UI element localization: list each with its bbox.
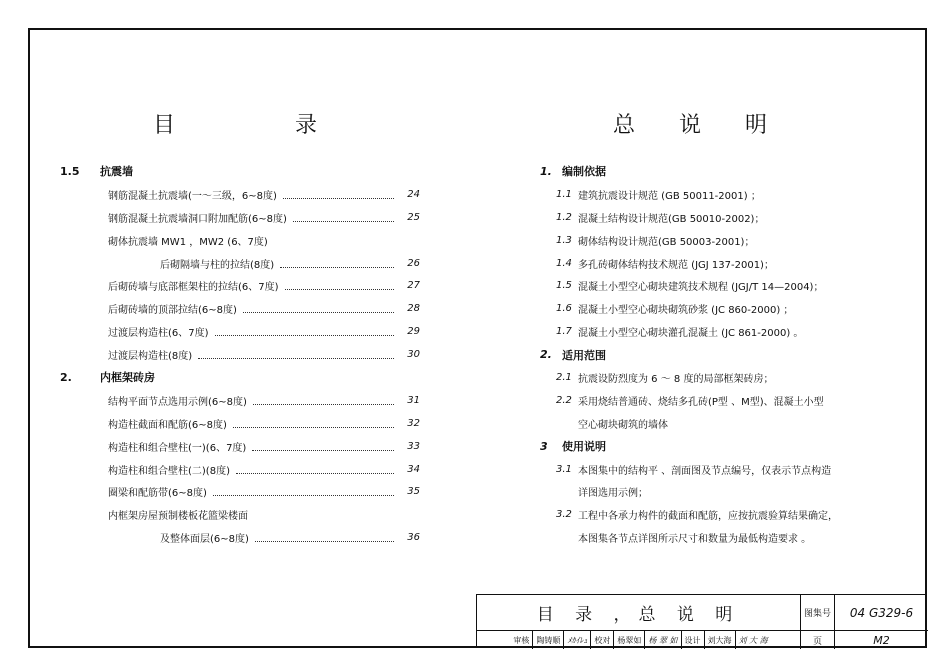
notes-section (540, 435, 910, 458)
notes-item-text: 本图集中的结构平 、剖面图及节点编号，仅表示节点构造 (578, 465, 832, 477)
notes-item-text: 工程中各承力构件的截面和配筋，应按抗震验算结果确定， (578, 511, 838, 523)
toc-section (60, 160, 420, 183)
toc-entry-label: 后砌隔墙与柱的拉结(8度) (160, 259, 275, 271)
notes-item-text: 抗震设防烈度为 6 ～ 8 度的局部框架砖房； (578, 373, 774, 385)
reviewer-signature: ﾒｶｲﾚｭ (567, 635, 588, 645)
dot-leader (293, 221, 394, 222)
notes-item-continuation (540, 412, 910, 435)
toc-entry (60, 183, 420, 206)
toc-page-number: 26 (407, 257, 420, 269)
toc-section-title: 抗震墙 (100, 165, 133, 179)
notes-item-number: 3.1 (556, 463, 572, 475)
notes-section-title: 编制依据 (562, 165, 606, 179)
toc-entry (60, 343, 420, 366)
notes-item-number: 1.2 (556, 211, 572, 223)
toc-entry (60, 526, 420, 549)
toc-entry (60, 412, 420, 435)
dot-leader (283, 198, 394, 199)
toc-entry-label: 后砌砖墙与底部框架柱的拉结(6、7度) (108, 282, 279, 294)
toc-page-number: 24 (407, 188, 420, 200)
toc-page-number: 32 (407, 417, 420, 429)
toc-page-number: 30 (407, 349, 420, 361)
notes-section (540, 160, 910, 183)
notes-item-continuation (540, 480, 910, 503)
notes-section-title: 使用说明 (562, 440, 606, 454)
notes-item-text: 详图选用示例； (578, 488, 648, 500)
page-number: M2 (873, 633, 890, 647)
toc-page-number: 28 (407, 303, 420, 315)
notes-item-text: 砌体结构设计规范(GB 50003-2001)； (578, 236, 755, 248)
toc-page-number: 25 (407, 211, 420, 223)
notes-title-char-2: 说 (678, 113, 701, 138)
dot-leader (233, 427, 394, 428)
toc-entry (60, 297, 420, 320)
toc-entry (60, 320, 420, 343)
atlas-number-label: 图集号 (801, 595, 835, 631)
notes-item (540, 320, 910, 343)
divider (681, 631, 682, 649)
notes-item-number: 3.2 (556, 509, 572, 521)
checker-signature: 杨 翠 如 (648, 635, 678, 645)
divider (563, 631, 564, 649)
toc-entry-label: 砌体抗震墙 MW1 ，MW2 (6、7度) (108, 236, 268, 248)
toc-entry (60, 503, 420, 526)
notes-item (540, 206, 910, 229)
divider (704, 631, 705, 649)
signature-row (477, 631, 801, 649)
checker-name: 杨翠如 (617, 635, 642, 645)
toc-entry-label: 过渡层构造柱(8度) (108, 351, 193, 363)
notes-section-number: 3 (540, 439, 548, 453)
divider (644, 631, 645, 649)
notes-item-number: 2.2 (556, 394, 572, 406)
notes-section-number: 1. (540, 164, 552, 178)
toc-title (0, 108, 470, 139)
reviewer-name: 陶铸顺 (536, 635, 561, 645)
dot-leader (243, 312, 394, 313)
notes-title-char-3: 明 (745, 113, 768, 138)
notes-section-title: 适用范围 (562, 348, 606, 362)
table-of-contents (60, 160, 420, 549)
toc-title-char-1: 目 (152, 113, 175, 138)
notes-item-continuation (540, 526, 910, 549)
toc-entry (60, 206, 420, 229)
divider (590, 631, 591, 649)
toc-section-number: 1.5 (60, 164, 80, 178)
toc-entry-label: 圈梁和配筋带(6~8度) (108, 488, 207, 500)
toc-section-title: 内框架砖房 (100, 371, 155, 385)
notes-item-text: 空心砌块砌筑的墙体 (578, 419, 668, 431)
toc-entry-label: 及整体面层(6~8度) (160, 534, 249, 546)
toc-page-number: 34 (407, 463, 420, 475)
notes-item (540, 366, 910, 389)
notes-item-text: 采用烧结普通砖、烧结多孔砖(P型 、M型)、混凝土小型 (578, 396, 824, 408)
notes-item (540, 389, 910, 412)
notes-title (480, 108, 900, 139)
divider (735, 631, 736, 649)
toc-entry (60, 274, 420, 297)
dot-leader (253, 404, 394, 405)
dot-leader (213, 495, 394, 496)
toc-entry-label: 内框架房屋预制楼板花篮梁楼面 (108, 511, 248, 523)
dot-leader (285, 289, 394, 290)
dot-leader (255, 541, 394, 542)
notes-item (540, 229, 910, 252)
toc-entry (60, 480, 420, 503)
notes-item (540, 183, 910, 206)
toc-page-number: 29 (407, 326, 420, 338)
dot-leader (236, 473, 394, 474)
general-notes (540, 160, 910, 549)
toc-page-number: 27 (407, 280, 420, 292)
title-block-title: 目 录 ，总 说 明 (477, 595, 801, 631)
toc-title-char-2: 录 (295, 113, 318, 138)
design-label: 设计 (684, 635, 701, 645)
toc-entry (60, 389, 420, 412)
dot-leader (215, 335, 394, 336)
notes-item-text: 建筑抗震设计规范 (GB 50011-2001) ； (578, 190, 761, 202)
notes-item-number: 1.1 (556, 188, 572, 200)
toc-entry-label: 构造柱和组合壁柱(二)(8度) (108, 465, 230, 477)
notes-section (540, 343, 910, 366)
toc-entry-label: 构造柱和组合壁柱(一)(6、7度) (108, 442, 247, 454)
toc-entry-label: 钢筋混凝土抗震墙洞口附加配筋(6~8度) (108, 213, 287, 225)
dot-leader (252, 450, 394, 451)
notes-item (540, 274, 910, 297)
notes-item-number: 1.5 (556, 280, 572, 292)
notes-item-text: 混凝土小型空心砌块砌筑砂浆 (JC 860-2000) ； (578, 305, 794, 317)
atlas-number-value: 04 G329-6 (835, 595, 928, 631)
notes-item (540, 297, 910, 320)
toc-entry (60, 229, 420, 252)
notes-item (540, 252, 910, 275)
divider (613, 631, 614, 649)
toc-entry (60, 435, 420, 458)
toc-page-number: 35 (407, 486, 420, 498)
toc-entry-label: 钢筋混凝土抗震墙(一～三级，6~8度) (108, 190, 277, 202)
toc-entry-label: 结构平面节点选用示例(6~8度) (108, 396, 247, 408)
toc-entry (60, 252, 420, 275)
dot-leader (198, 358, 394, 359)
check-label: 校对 (594, 635, 611, 645)
notes-item-number: 1.7 (556, 326, 572, 338)
toc-entry-label: 过渡层构造柱(6、7度) (108, 328, 209, 340)
review-label: 审核 (513, 635, 530, 645)
notes-item-number: 1.4 (556, 257, 572, 269)
divider (532, 631, 533, 649)
toc-entry-label: 构造柱截面和配筋(6~8度) (108, 419, 227, 431)
designer-signature: 刘 大 海 (738, 635, 768, 645)
notes-item-text: 多孔砖砌体结构技术规范 (JGJ 137-2001)； (578, 259, 774, 271)
toc-page-number: 31 (407, 394, 420, 406)
title-block (476, 594, 927, 648)
notes-item-number: 1.3 (556, 234, 572, 246)
notes-item-number: 1.6 (556, 303, 572, 315)
notes-item-number: 2.1 (556, 371, 572, 383)
toc-section (60, 366, 420, 389)
notes-item-text: 混凝土结构设计规范(GB 50010-2002)； (578, 213, 765, 225)
notes-item (540, 503, 910, 526)
toc-section-number: 2. (60, 370, 72, 384)
notes-title-char-1: 总 (612, 113, 635, 138)
notes-section-number: 2. (540, 348, 552, 362)
page-label: 页 (801, 631, 835, 649)
dot-leader (280, 267, 394, 268)
notes-item-text: 混凝土小型空心砌块灌孔混凝土 (JC 861-2000) 。 (578, 328, 804, 340)
notes-item-text: 混凝土小型空心砌块建筑技术规程 (JGJ/T 14—2004)； (578, 282, 824, 294)
notes-item (540, 458, 910, 481)
notes-item-text: 本图集各节点详图所示尺寸和数量为最低构造要求 。 (578, 534, 812, 546)
toc-page-number: 36 (407, 532, 420, 544)
toc-entry (60, 458, 420, 481)
designer-name: 刘大海 (707, 635, 732, 645)
toc-entry-label: 后砌砖墙的顶部拉结(6~8度) (108, 305, 237, 317)
toc-page-number: 33 (407, 440, 420, 452)
